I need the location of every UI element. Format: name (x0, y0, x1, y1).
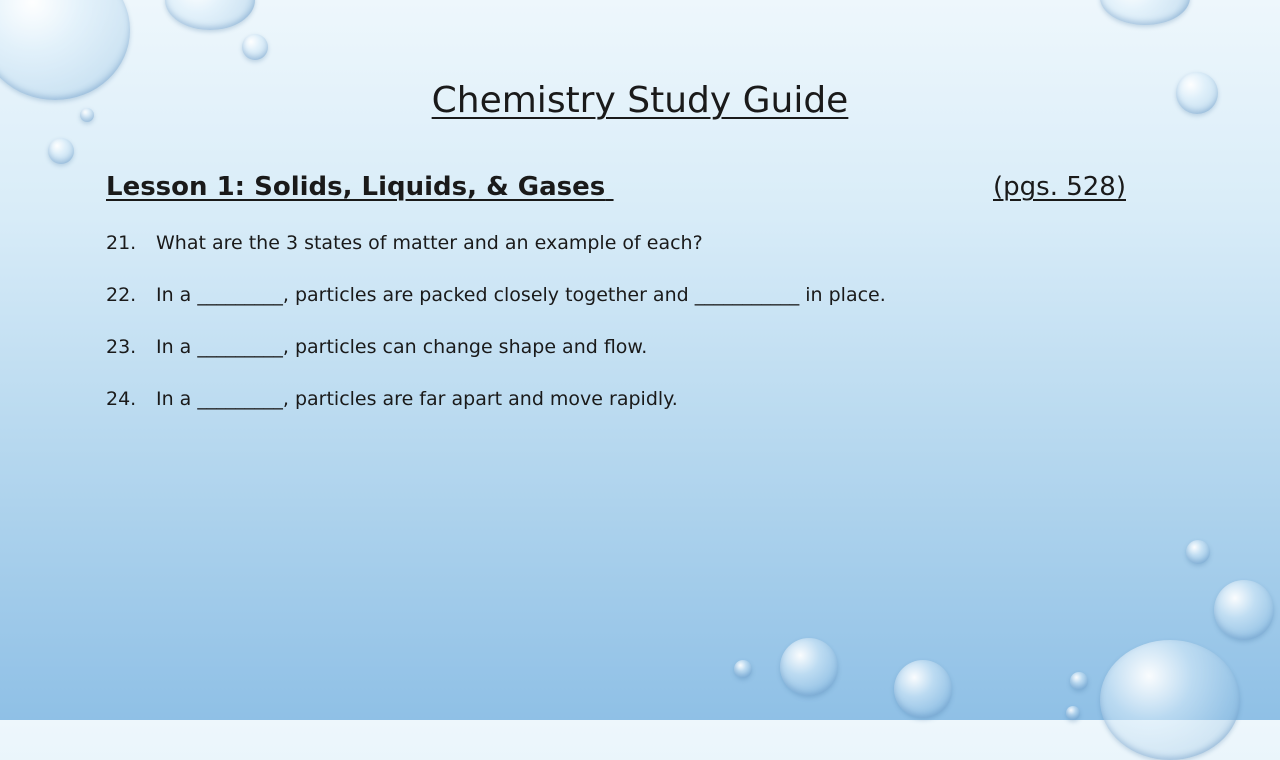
water-drop-decoration (1070, 672, 1088, 690)
lesson-name: Lesson 1: Solids, Liquids, & Gases (106, 172, 606, 202)
water-drop-decoration (1214, 580, 1274, 640)
question-text: In a _________, particles are far apart and move rapidly. (156, 388, 678, 410)
water-drop-decoration (734, 660, 752, 678)
question-number: 22. (106, 284, 137, 306)
question-list (106, 232, 1186, 440)
question-text: In a _________, particles can change shape and flow. (156, 336, 648, 358)
water-drop-decoration (1100, 640, 1240, 760)
water-drop-decoration (242, 34, 268, 60)
question-item (106, 388, 1186, 440)
page-title: Chemistry Study Guide (431, 80, 849, 121)
question-item (106, 232, 1186, 284)
water-drop-decoration (780, 638, 838, 696)
water-drop-decoration (165, 0, 255, 30)
question-text: In a _________, particles are packed closely together and ___________ in place. (156, 284, 886, 306)
water-drop-decoration (1066, 706, 1080, 720)
question-item (106, 284, 1186, 336)
water-drop-decoration (1100, 0, 1190, 25)
question-number: 21. (106, 232, 137, 254)
question-text: What are the 3 states of matter and an example of each? (156, 232, 703, 254)
question-number: 24. (106, 388, 137, 410)
water-drop-decoration (48, 138, 74, 164)
question-item (106, 336, 1186, 388)
question-number: 23. (106, 336, 137, 358)
lesson-pages: (pgs. 528) (993, 172, 1126, 202)
lesson-underline-fill (605, 172, 993, 202)
water-drop-decoration (1186, 540, 1210, 564)
lesson-heading (106, 172, 1126, 202)
water-drop-decoration (894, 660, 952, 718)
